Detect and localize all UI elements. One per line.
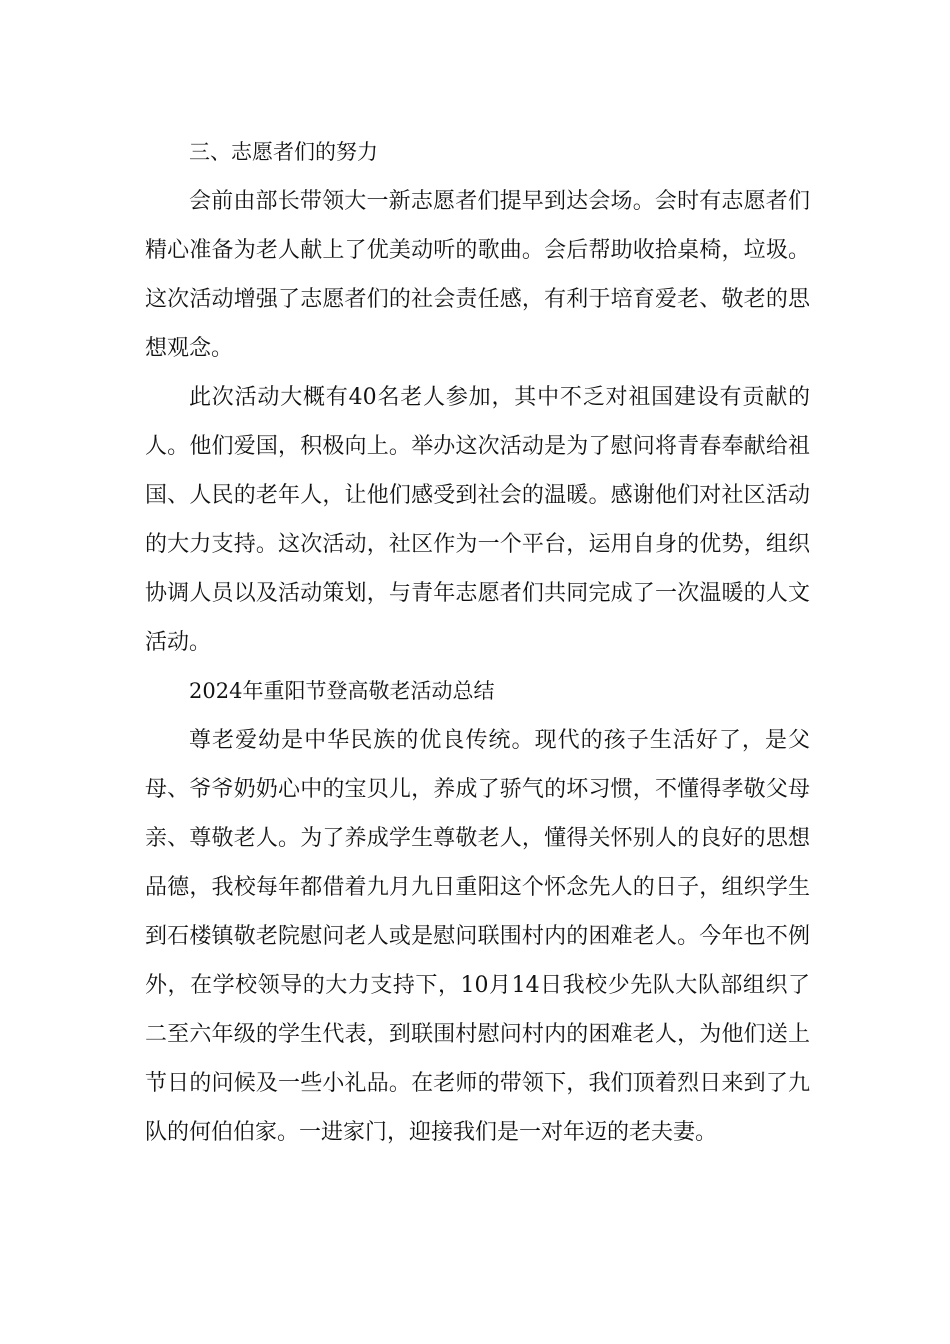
paragraph-activity-summary: 此次活动大概有40名老人参加，其中不乏对祖国建设有贡献的人。他们爱国，积极向上。举办这次活动是为了慰问将青春奉献给祖国、人民的老年人，让他们感受到社会的温暖。感谢他们对社区活动的大力支持。这次活动，社区作为一个平台，运用自身的优势，组织协调人员以及活动策划，与青年志愿者们共同完成了一次温暖的人文活动。: [145, 385, 810, 655]
section-heading: 三、志愿者们的努力: [189, 140, 378, 164]
paragraph-volunteer-efforts: 会前由部长带领大一新志愿者们提早到达会场。会时有志愿者们精心准备为老人献上了优美动听的歌曲。会后帮助收拾桌椅，垃圾。这次活动增强了志愿者们的社会责任感，有利于培育爱老、敬老的思想观念。: [145, 189, 810, 361]
paragraph-respect-elders: 尊老爱幼是中华民族的优良传统。现代的孩子生活好了，是父母、爷爷奶奶心中的宝贝儿，养成了骄气的坏习惯，不懂得孝敬父母亲、尊敬老人。为了养成学生尊敬老人，懂得关怀别人的良好的思想品德，我校每年都借着九月九日重阳这个怀念先人的日子，组织学生到石楼镇敬老院慰问老人或是慰问联围村内的困难老人。今年也不例外，在学校领导的大力支持下，10月14日我校少先队大队部组织了二至六年级的学生代表，到联围村慰问村内的困难老人，为他们送上节日的问候及一些小礼品。在老师的带领下，我们顶着烈日来到了九队的何伯伯家。一进家门，迎接我们是一对年迈的老夫妻。: [145, 728, 810, 1145]
document-title: 2024年重阳节登高敬老活动总结: [189, 679, 495, 703]
document-body: [145, 128, 810, 1157]
